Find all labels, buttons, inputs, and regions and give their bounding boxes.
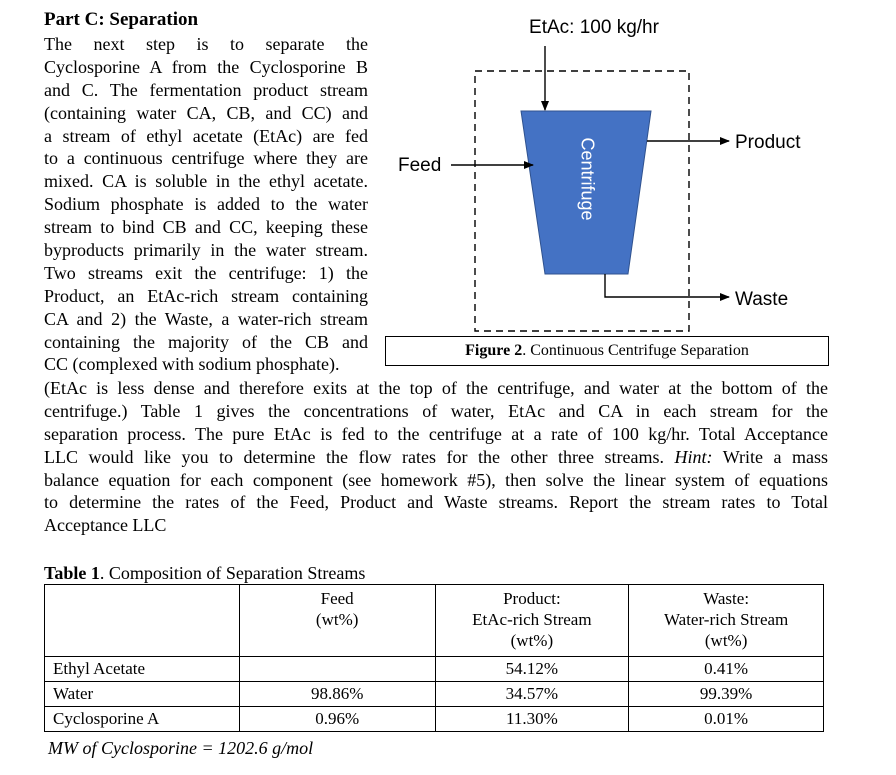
product-cell: 11.30% [435,707,629,732]
body-paragraph [44,377,828,537]
product-label: Product [735,132,801,153]
text-line: Two streams exit the centrifuge: 1) the [44,262,368,283]
table-row [45,682,824,707]
feed-cell [239,657,435,682]
feed-cell: 0.96% [239,707,435,732]
text-line: containing the majority of the CB and [44,331,368,352]
text-line: (containing water CA, CB, and CC) and [44,102,368,123]
header-waste: Waste: Water-rich Stream (wt%) [629,585,824,657]
table-title: Table 1. Composition of Separation Streams [44,563,366,583]
row-label: Cyclosporine A [45,707,240,732]
text-line: a stream of ethyl acetate (EtAc) are fed [44,125,368,146]
etac-label: EtAc: 100 kg/hr [529,17,659,38]
centrifuge-diagram [380,0,896,370]
molecular-weight-note: MW of Cyclosporine = 1202.6 g/mol [48,738,314,758]
text-line: separation process. The pure EtAc is fed to the centrifuge at a rate of 100 kg/hr. Total Acceptance [44,423,828,444]
section-heading: Part C: Separation [44,9,199,30]
text-line: to determine the rates of the Feed, Product and Waste streams. Report the stream rates to Total [44,492,828,513]
text-line: Sodium phosphate is added to the water [44,194,368,215]
table-row [45,707,824,732]
table-row [45,657,824,682]
product-cell: 34.57% [435,682,629,707]
waste-label: Waste [735,289,789,310]
centrifuge-label: Centrifuge [577,137,598,221]
text-line: balance equation for each component (see homework #5), then solve the linear system of equations [44,469,828,490]
hint-label: Hint: [674,446,713,467]
waste-cell: 0.41% [629,657,824,682]
text-line-with-hint: LLC would like you to determine the flow rates for the other three streams. Hint: Write a mass [44,446,829,467]
figure-caption-box [385,336,829,366]
text-line: Acceptance LLC [44,515,167,536]
waste-arrow [605,274,729,297]
text-line: (EtAc is less dense and therefore exits at the top of the centrifuge, and water at the bottom of the [44,378,828,398]
row-label: Water [45,682,240,707]
text-line: to a continuous centrifuge where they are [44,148,368,169]
figure-caption: Figure 2. Continuous Centrifuge Separation [465,342,749,359]
header-feed: Feed (wt%) [239,585,435,657]
row-label: Ethyl Acetate [45,657,240,682]
text-line: stream to bind CB and CC, keeping these [44,217,368,238]
composition-table [44,584,824,732]
text-line: Product, an EtAc-rich stream containing [44,285,368,306]
table-header-row [45,585,824,657]
header-blank [45,585,240,657]
header-product: Product: EtAc-rich Stream (wt%) [435,585,629,657]
text-line: The next step is to separate the [44,34,368,54]
product-cell: 54.12% [435,657,629,682]
text-line: centrifuge.) Table 1 gives the concentrations of water, EtAc and CA in each stream for the [44,400,828,421]
waste-cell: 0.01% [629,707,824,732]
text-line: CA and 2) the Waste, a water-rich stream [44,308,368,329]
text-line: Cyclosporine A from the Cyclosporine B [44,56,368,77]
intro-paragraph [44,33,368,376]
feed-label: Feed [398,155,442,176]
text-line: and C. The fermentation product stream [44,79,368,100]
waste-cell: 99.39% [629,682,824,707]
text-line: CC (complexed with sodium phosphate). [44,354,340,375]
text-line: mixed. CA is soluble in the ethyl acetate. [44,171,368,192]
text-line: byproducts primarily in the water stream. [44,240,368,261]
feed-cell: 98.86% [239,682,435,707]
